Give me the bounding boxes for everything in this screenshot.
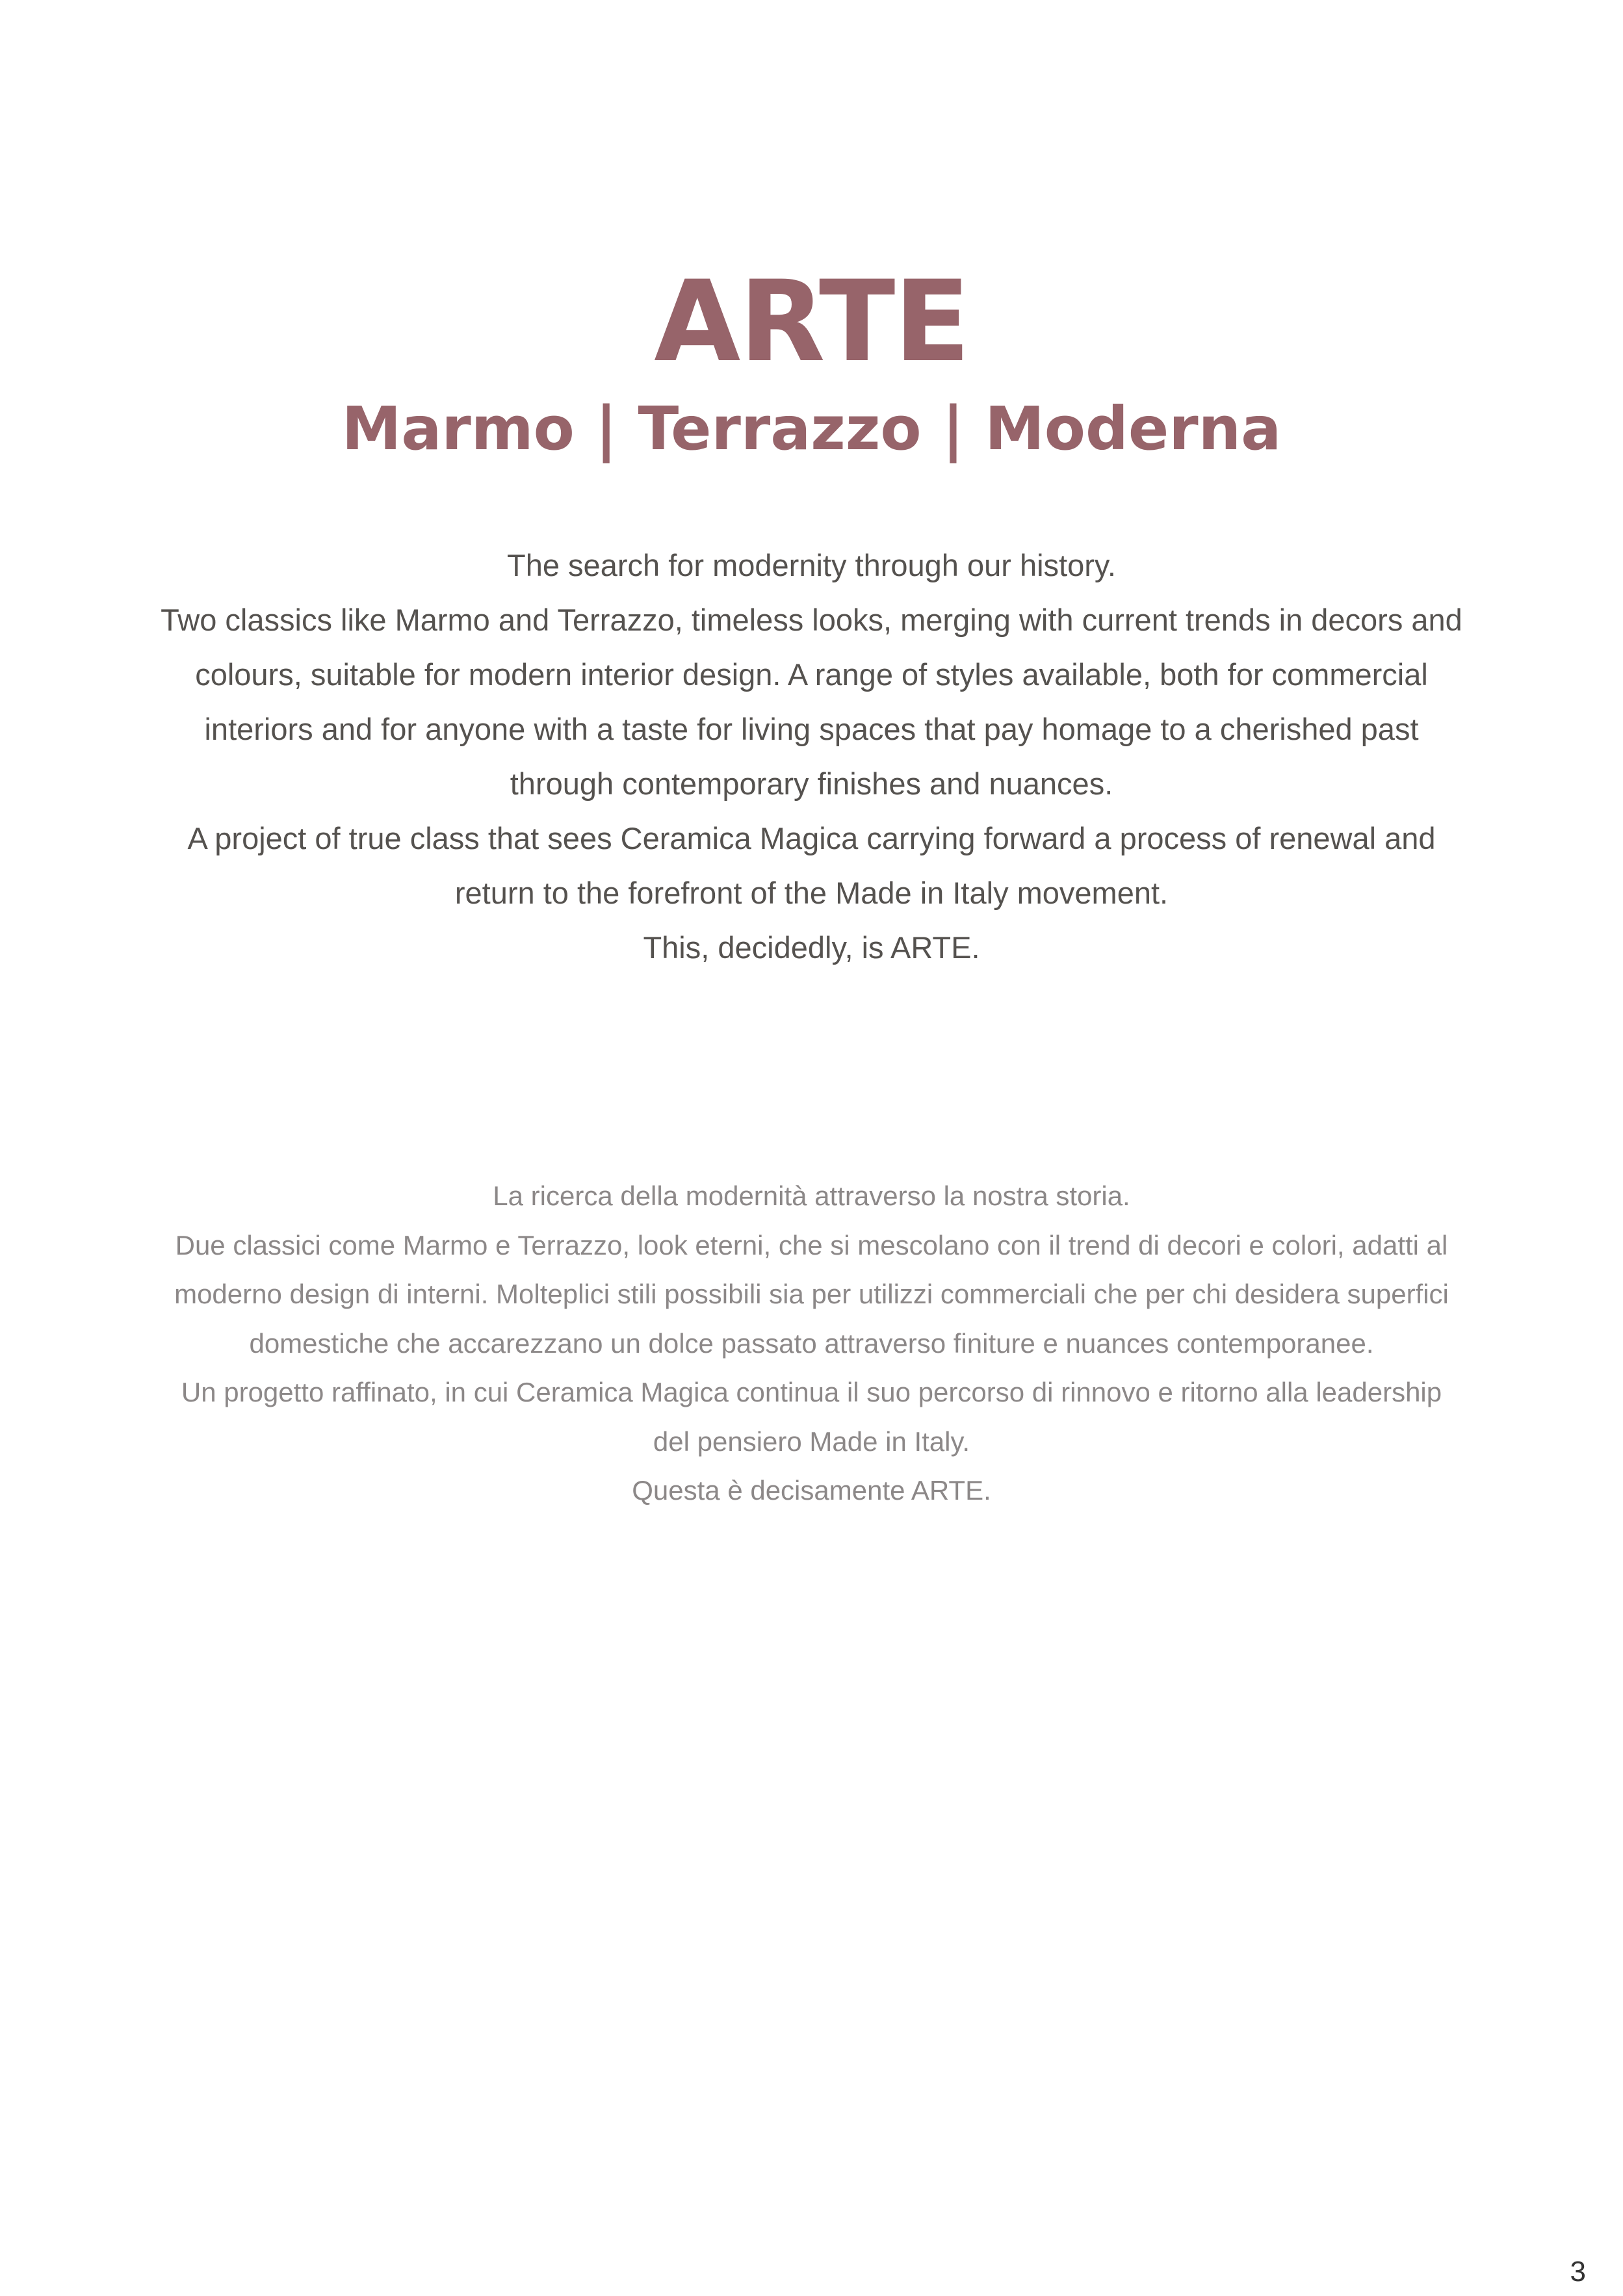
english-line: Two classics like Marmo and Terrazzo, timeless looks, merging with current trends in decors and xyxy=(161,603,1462,637)
english-line: colours, suitable for modern interior design. A range of styles available, both for commercial xyxy=(195,657,1428,692)
italian-line: Un progetto raffinato, in cui Ceramica Magica continua il suo percorso di rinnovo e ritorno alla leadership xyxy=(181,1377,1442,1407)
italian-line: Due classici come Marmo e Terrazzo, look eterni, che si mescolano con il trend di decori e colori, adatti al xyxy=(175,1229,1448,1260)
english-line: interiors and for anyone with a taste for living spaces that pay homage to a cherished past xyxy=(204,712,1419,746)
english-description xyxy=(130,538,1493,975)
italian-line: domestiche che accarezzano un dolce passato attraverso finiture e nuances contemporanee. xyxy=(249,1327,1374,1359)
italian-line: Questa è decisamente ARTE. xyxy=(632,1475,991,1506)
italian-line: del pensiero Made in Italy. xyxy=(653,1426,970,1457)
page-subtitle: Marmo | Terrazzo | Moderna xyxy=(341,394,1282,463)
english-line: A project of true class that sees Ceramica Magica carrying forward a process of renewal and xyxy=(187,821,1436,855)
english-line: This, decidedly, is ARTE. xyxy=(643,930,980,965)
italian-description xyxy=(123,1171,1500,1515)
page-title: ARTE xyxy=(654,256,969,387)
page-number: 3 xyxy=(1570,2256,1586,2288)
italian-line: moderno design di interni. Molteplici stili possibili sia per utilizzi commerciali che per chi desidera superfici xyxy=(174,1279,1449,1309)
english-line: The search for modernity through our history. xyxy=(507,548,1116,582)
english-line: return to the forefront of the Made in Italy movement. xyxy=(454,876,1169,910)
english-line: through contemporary finishes and nuances. xyxy=(510,766,1113,801)
italian-line: La ricerca della modernità attraverso la nostra storia. xyxy=(493,1181,1130,1211)
